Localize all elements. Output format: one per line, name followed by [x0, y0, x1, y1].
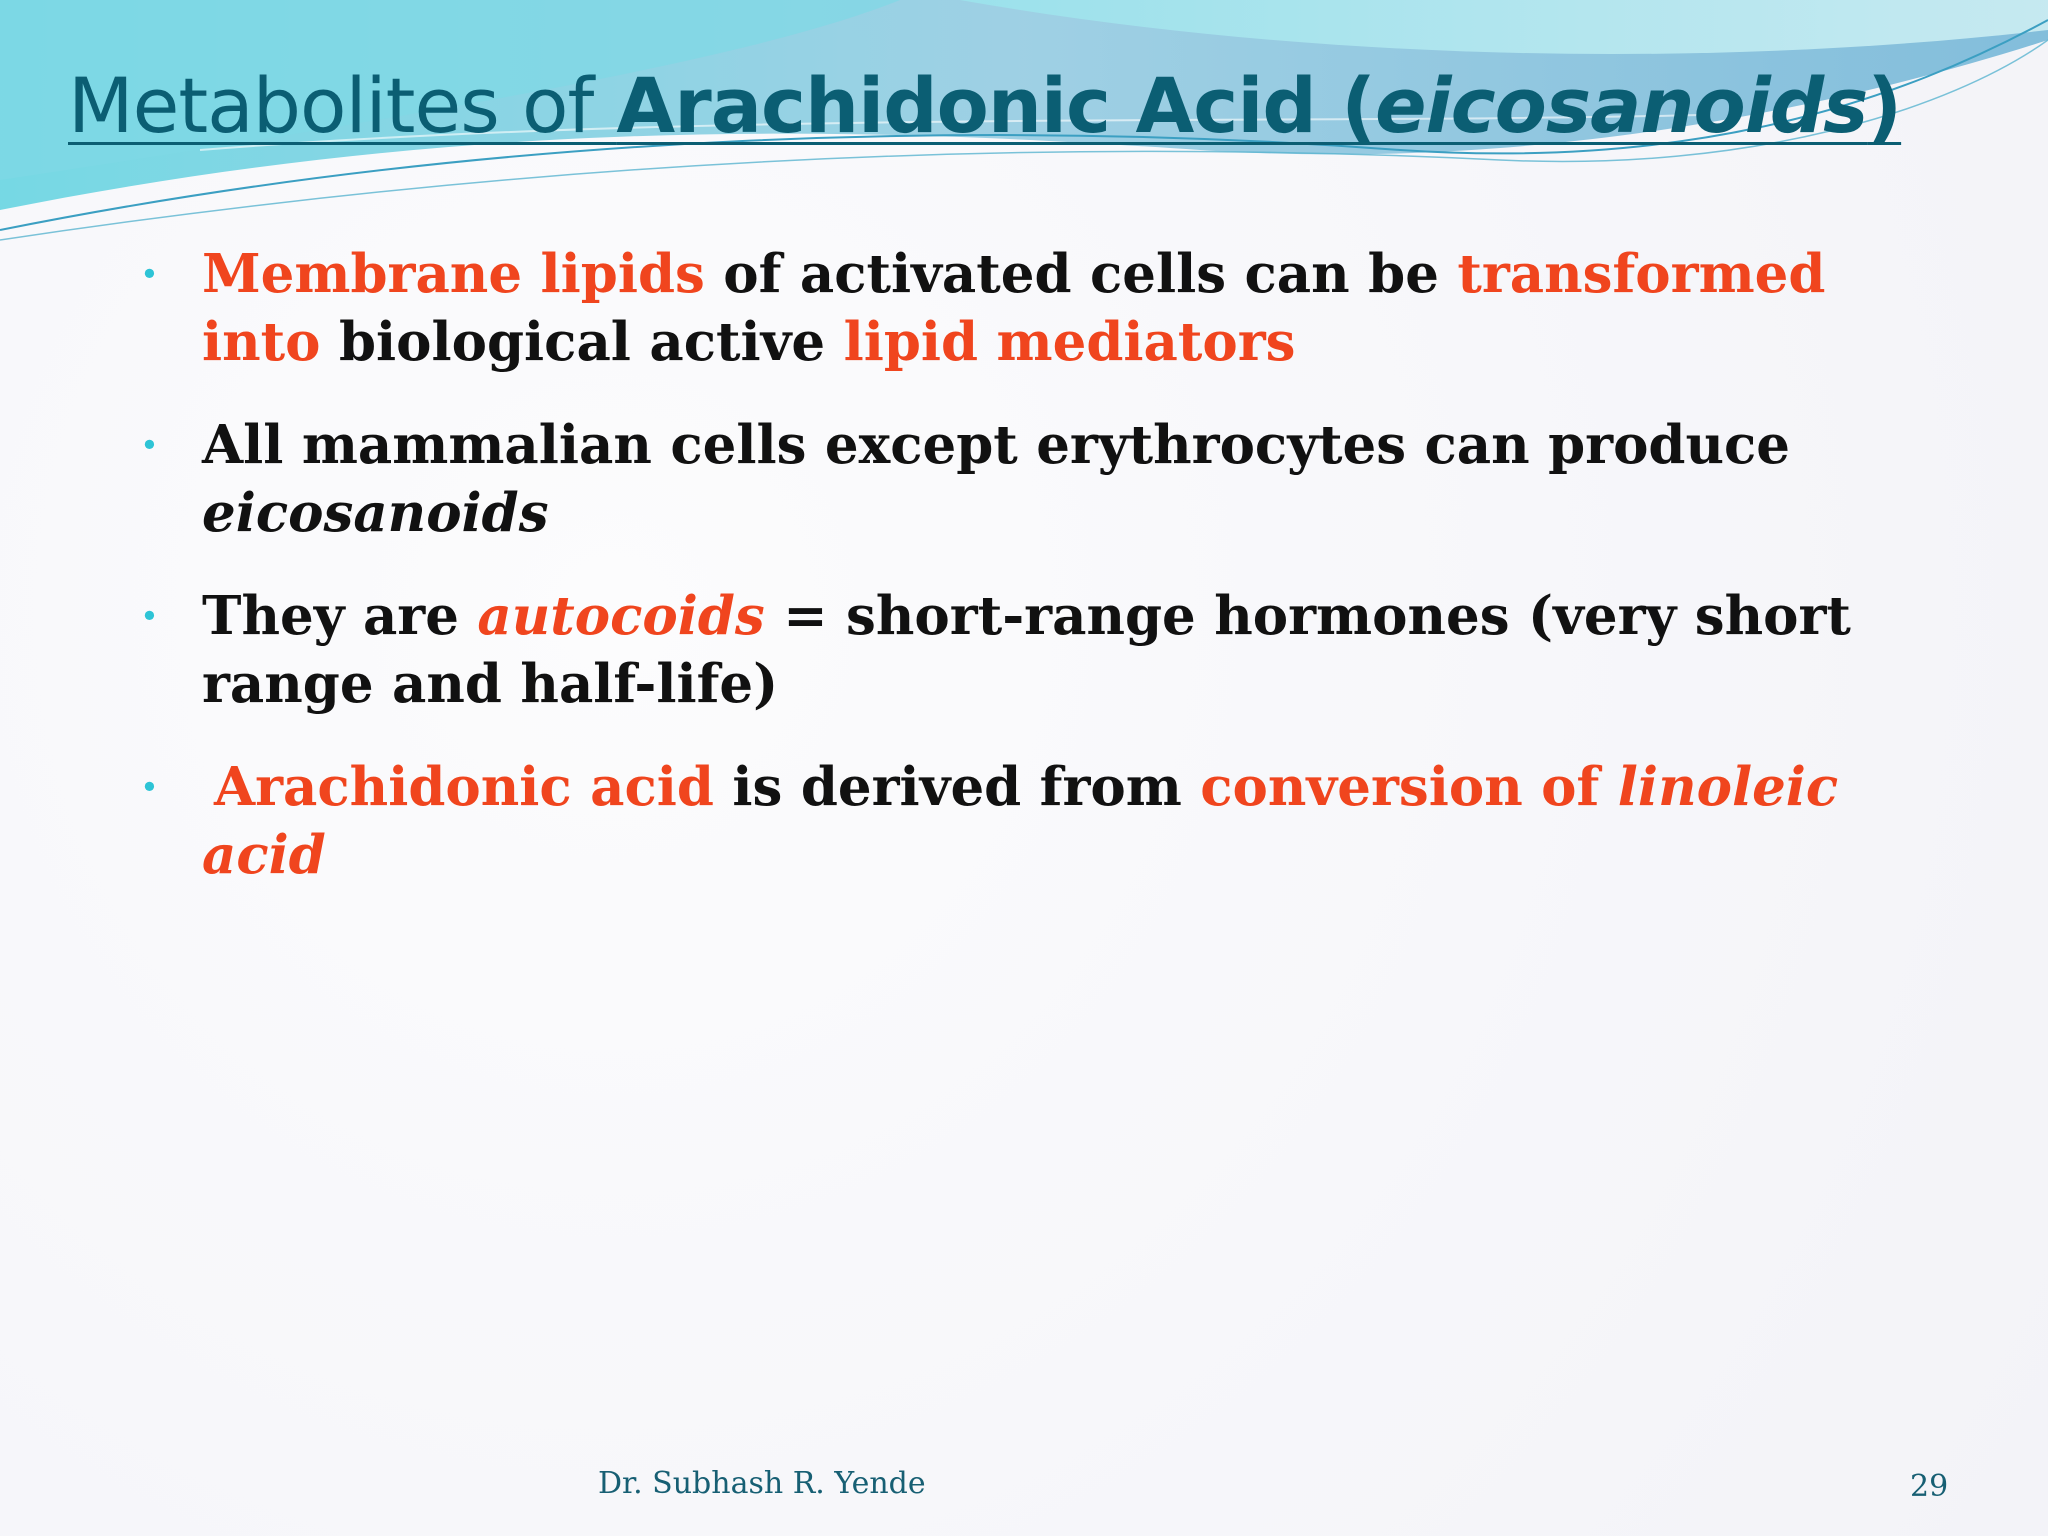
bullet-text: is derived from — [713, 756, 1201, 818]
bullet-item — [140, 240, 1940, 376]
bullet-icon: • — [140, 255, 159, 293]
bullet-text: = short-range hormones (very short range and half-life) — [202, 585, 1851, 715]
bullet-item — [140, 582, 1940, 718]
title-part-italic: eicosanoids — [1375, 61, 1868, 150]
bullet-text: They are — [202, 585, 478, 647]
title-part-close: ) — [1867, 61, 1902, 150]
bullet-text: autocoids — [477, 585, 765, 647]
bullet-icon: • — [140, 426, 159, 464]
slide-title — [68, 58, 1901, 154]
bullet-icon: • — [140, 597, 159, 635]
bullet-text: biological active — [320, 311, 844, 373]
bullet-text: conversion of — [1200, 756, 1618, 818]
bullet-list — [140, 240, 1940, 924]
title-part-regular: Metabolites of — [68, 61, 617, 150]
bullet-icon: • — [140, 768, 159, 806]
bullet-item — [140, 753, 1940, 889]
bullet-text: eicosanoids — [202, 482, 549, 544]
bullet-text: of activated cells can be — [704, 243, 1458, 305]
bullet-text: All mammalian cells except erythrocytes can produce — [202, 414, 1791, 476]
title-part-bold: Arachidonic Acid ( — [616, 61, 1375, 150]
bullet-text: Arachidonic acid — [214, 756, 714, 818]
bullet-text: linoleic acid — [202, 756, 1839, 886]
bullet-text: Membrane lipids — [202, 243, 705, 305]
bullet-text: lipid mediators — [843, 311, 1296, 373]
bullet-text: transformed into — [202, 243, 1826, 373]
footer-author: Dr. Subhash R. Yende — [598, 1466, 926, 1501]
bullet-item — [140, 411, 1940, 547]
page-number: 29 — [1910, 1469, 1949, 1504]
